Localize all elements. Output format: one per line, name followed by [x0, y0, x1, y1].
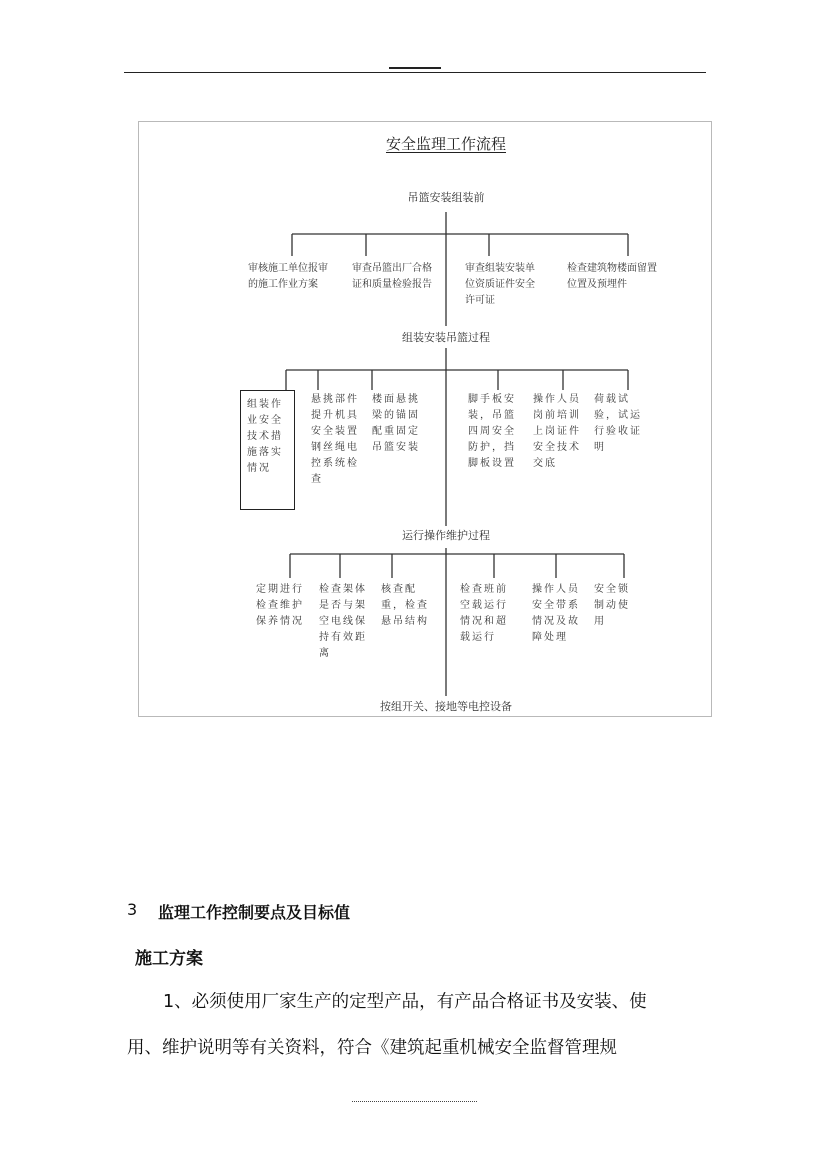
footer-rule [352, 1101, 477, 1102]
paragraph-line-2: 用、维护说明等有关资料，符合《建筑起重机械安全监督管理规 [127, 1038, 617, 1058]
stage3-item-4: 检查班前空载运行情况和超载运行 [460, 584, 508, 643]
final-step: 按组开关、接地等电控设备 [380, 700, 512, 713]
stage3-item-6: 安全锁制动使用 [594, 584, 630, 627]
stage2-item-5: 操作人员岗前培训上岗证件安全技术交底 [533, 394, 581, 469]
stage2-item-2: 悬挑部件提升机具安全装置钢丝绳电控系统检查 [311, 394, 359, 485]
stage2-item-3: 楼面悬挑梁的锚固配重固定吊篮安装 [372, 394, 420, 453]
stage1-item-4: 检查建筑物楼面留置位置及预埋件 [567, 263, 657, 290]
stage1-item-1: 审核施工单位报审的施工作业方案 [248, 263, 328, 290]
stage2-item-1-box: 组装作业安全技术措施落实情况 [240, 390, 295, 510]
paragraph-line-1: 1、必须使用厂家生产的定型产品，有产品合格证书及安装、使 [163, 992, 647, 1012]
stage1-label: 吊篮安装组装前 [407, 191, 485, 204]
stage3-item-5: 操作人员安全带系情况及故障处理 [532, 584, 580, 643]
stage1-item-3: 审查组装安装单位资质证件安全许可证 [465, 263, 535, 306]
stage2-label: 组装安装吊篮过程 [402, 331, 490, 344]
section-number: 3 [127, 900, 138, 919]
stage2-item-6: 荷载试验，试运行验收证明 [594, 394, 642, 453]
stage3-item-1: 定期进行检查维护保养情况 [256, 584, 304, 627]
section-subtitle: 施工方案 [135, 949, 203, 969]
stage3-item-2: 检查架体是否与架空电线保持有效距离 [319, 584, 367, 659]
stage1-item-2: 审查吊篮出厂合格证和质量检验报告 [352, 263, 432, 290]
stage2-item-4: 脚手板安装，吊篮四周安全防护，挡脚板设置 [468, 394, 516, 469]
flowchart-title: 安全监理工作流程 [385, 135, 506, 153]
stage3-label: 运行操作维护过程 [402, 529, 490, 542]
section-title: 监理工作控制要点及目标值 [158, 903, 351, 922]
stage3-item-3: 核查配重，检查悬吊结构 [381, 584, 429, 627]
